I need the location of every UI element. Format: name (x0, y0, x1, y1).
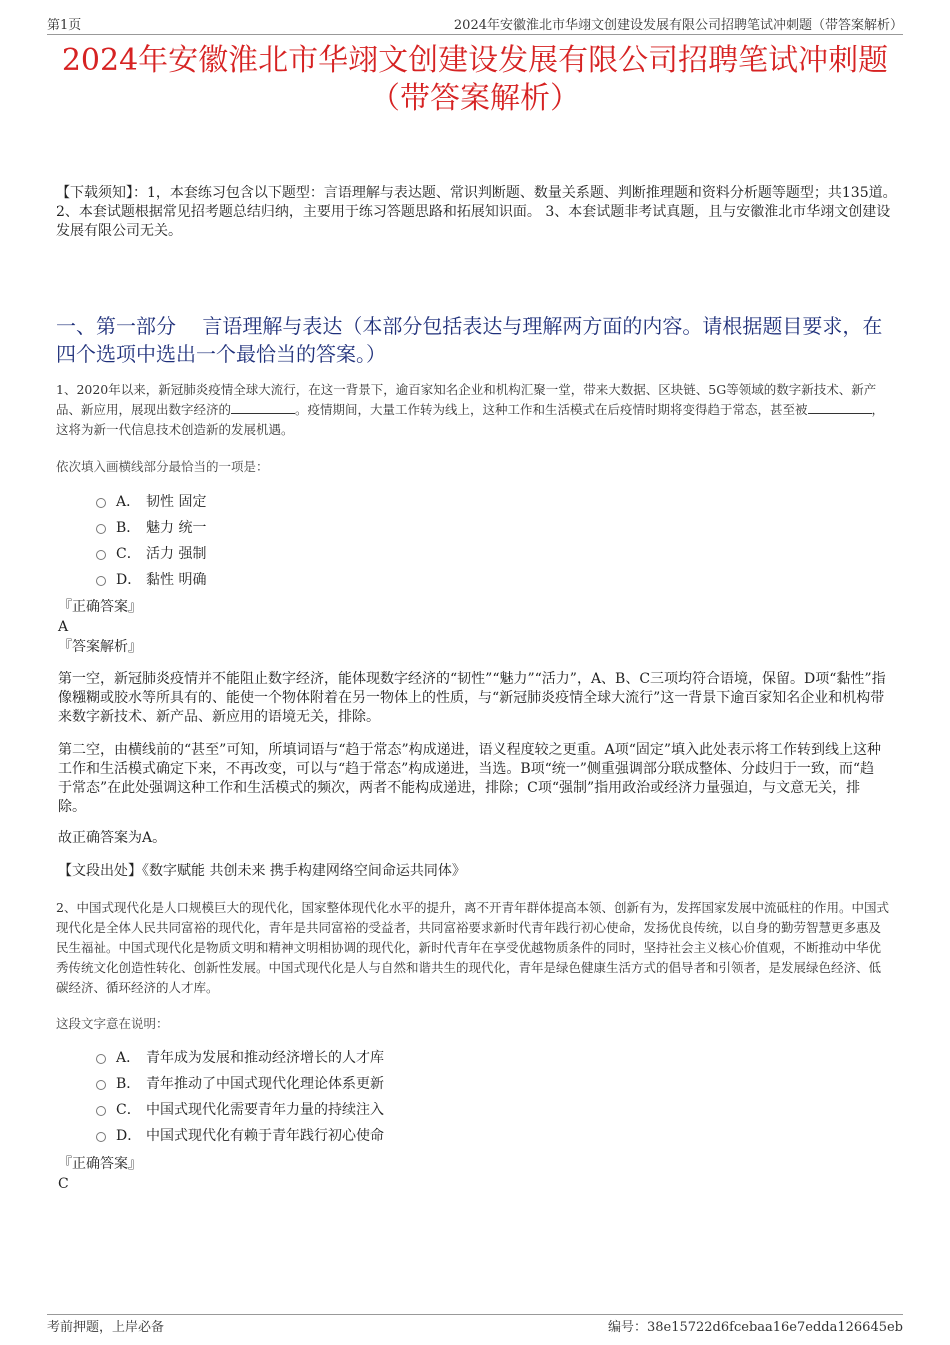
q1-prompt: 依次填入画横线部分最恰当的一项是： (56, 459, 269, 474)
footer-doc-id: 编号：38e15722d6fcebaa16e7edda126645eb (607, 1320, 903, 1335)
q1-answer-label: 『正确答案』 (58, 599, 142, 615)
q2-answer: C (58, 1176, 69, 1192)
q1-option-d[interactable]: D． 黏性 明确 (96, 566, 206, 592)
q2-prompt: 这段文字意在说明： (56, 1016, 169, 1031)
q2-option-d[interactable]: D． 中国式现代化有赖于青年践行初心使命 (96, 1122, 384, 1148)
q1-option-c[interactable]: C． 活力 强制 (96, 540, 206, 566)
radio-icon[interactable] (96, 1132, 106, 1142)
radio-icon[interactable] (96, 576, 106, 586)
radio-icon[interactable] (96, 550, 106, 560)
title-line-1: 2024年安徽淮北市华翊文创建设发展有限公司招聘笔试冲刺题 (61, 43, 889, 78)
question-2-text: 2、中国式现代化是人口规模巨大的现代化，国家整体现代化水平的提升，离不开青年群体提高本领、创新有为，发挥国家发展中流砥柱的作用。中国式现代化是全体人民共同富裕的现代化，青年是共同富裕的受益者，共同富裕要求新时代青年践行初心使命，发扬优良传统，以自身的勤劳智慧更多惠及民生福祉。中国式现代化是物质文明和精神文明相协调的现代化，新时代青年在享受优越物质条件的同时，坚持社会主义核心价值观，不断推动中华优秀传统文化创造性转化、创新性发展。中国式现代化是人与自然和谐共生的现代化，青年是绿色健康生活方式的倡导者和引领者，是发展绿色经济、低碳经济、循环经济的人才库。 (56, 900, 889, 995)
page-number: 第1页 (47, 18, 82, 33)
title-line-2: （带答案解析） (370, 81, 580, 116)
section-title: 一、第一部分 言语理解与表达（本部分包括表达与理解两方面的内容。请根据题目要求，在四个选项中选出一个最恰当的答案。） (56, 314, 883, 366)
q1-source: 【文段出处】《数字赋能 共创未来 携手构建网络空间命运共同体》 (58, 863, 466, 879)
q1-blank-1 (231, 401, 295, 414)
q1-conclusion: 故正确答案为A。 (58, 830, 167, 846)
q1-text-a: 1、2020年以来，新冠肺炎疫情全球大流行，在这一背景下，逾百家知名企业和机构汇聚一堂，带来大数据、区块链、5G等领域的数字新技术、新产品、新应用，展现出数字经济的 (56, 382, 877, 417)
q1-option-b[interactable]: B． 魅力 统一 (96, 514, 206, 540)
radio-icon[interactable] (96, 498, 106, 508)
q1-option-a[interactable]: A． 韧性 固定 (96, 488, 206, 514)
document-title (40, 42, 910, 118)
footer-slogan: 考前押题，上岸必备 (47, 1320, 165, 1335)
q2-option-a[interactable]: A． 青年成为发展和推动经济增长的人才库 (96, 1044, 384, 1070)
question-1-text (56, 380, 890, 440)
page-header (47, 12, 903, 35)
q1-blank-2 (808, 401, 872, 414)
q1-options (96, 488, 206, 592)
radio-icon[interactable] (96, 1106, 106, 1116)
q1-text-b: 。疫情期间，大量工作转为线上，这种工作和生活模式在后疫情时期将变得趋于常态，甚至被 (295, 402, 808, 417)
q1-analysis-1: 第一空，新冠肺炎疫情并不能阻止数字经济，能体现数字经济的“韧性”“魅力”“活力”，A、B、C三项均符合语境，保留。D项“黏性”指像糨糊或胶水等所具有的、能使一个物体附着在另一物体上的性质，与“新冠肺炎疫情全球大流行”这一背景下逾百家知名企业和机构带来数字新技术、新产品、新应用的语境无关，排除。 (58, 671, 886, 725)
q2-answer-block (58, 1154, 142, 1194)
q2-option-c[interactable]: C． 中国式现代化需要青年力量的持续注入 (96, 1096, 384, 1122)
download-notice: 【下载须知】：1，本套练习包含以下题型：言语理解与表达题、常识判断题、数量关系题、判断推理题和资料分析题等题型；共135道。 2、本套试题根据常见招考题总结归纳，主要用于练习答题思路和拓展知识面。 3、本套试题非考试真题，且与安徽淮北市华翊文创建设发展有限公司无关。 (56, 185, 897, 239)
q2-option-b[interactable]: B． 青年推动了中国式现代化理论体系更新 (96, 1070, 384, 1096)
q2-options (96, 1044, 384, 1148)
q1-text-c: ，这将为新一代信息技术创造新的发展机遇。 (56, 402, 885, 437)
q1-analysis-label: 『答案解析』 (58, 639, 142, 655)
q2-answer-label: 『正确答案』 (58, 1156, 142, 1172)
header-doc-title: 2024年安徽淮北市华翊文创建设发展有限公司招聘笔试冲刺题（带答案解析） (453, 18, 903, 33)
radio-icon[interactable] (96, 524, 106, 534)
radio-icon[interactable] (96, 1080, 106, 1090)
q1-analysis-2: 第二空，由横线前的“甚至”可知，所填词语与“趋于常态”构成递进，语义程度较之更重。A项“固定”填入此处表示将工作转到线上这种工作和生活模式确定下来，不再改变，可以与“趋于常态”构成递进，当选。B项“统一”侧重强调部分联成整体、分歧归于一致，而“趋于常态”在此处强调这种工作和生活模式的频次，两者不能构成递进，排除；C项“强制”指用政治或经济力量强迫，与文意无关，排除。 (58, 742, 882, 815)
radio-icon[interactable] (96, 1054, 106, 1064)
q1-answer: A (58, 619, 69, 635)
q1-answer-block (58, 597, 142, 657)
page-footer (47, 1314, 903, 1333)
